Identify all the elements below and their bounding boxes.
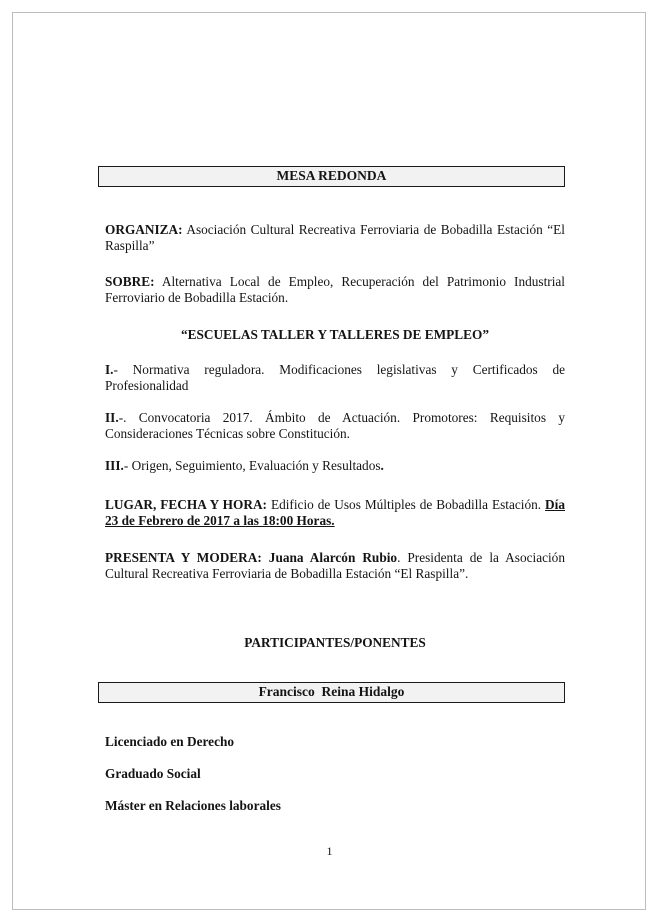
paragraph-sobre	[105, 274, 565, 306]
text-segment: I.	[105, 362, 114, 377]
boxed-heading-mesa-redonda: MESA REDONDA	[98, 166, 565, 187]
text-segment: II.	[105, 410, 119, 425]
heading-escuelas-taller: “ESCUELAS TALLER Y TALLERES DE EMPLEO”	[180, 327, 489, 342]
credential-line: Licenciado en Derecho	[105, 734, 235, 749]
credential-line: Graduado Social	[105, 766, 201, 781]
text-segment: III.	[105, 458, 124, 473]
boxed-heading-francisco-reina-hidalgo: Francisco Reina Hidalgo	[98, 682, 565, 703]
text-segment: - Origen, Seguimiento, Evaluación y Resultados	[123, 458, 381, 473]
text-segment: LUGAR, FECHA Y HORA:	[105, 497, 267, 512]
text-segment: ORGANIZA:	[105, 222, 183, 237]
heading-participantes-ponentes: PARTICIPANTES/PONENTES	[244, 635, 426, 650]
paragraph-item-iii	[105, 458, 565, 474]
paragraph-presenta-modera	[105, 550, 565, 582]
text-segment: .	[380, 458, 384, 473]
text-segment: -. Convocatoria 2017. Ámbito de Actuación. Promotores: Requisitos y Consideraciones Técnicas sobre Constitución.	[105, 410, 565, 441]
text-segment: . Presidenta de la Asociación Cultural Recreativa Ferroviaria de Bobadilla Estación “El Raspilla”.	[105, 550, 565, 581]
page-number: 1	[326, 844, 333, 858]
paragraph-item-i	[105, 362, 565, 394]
paragraph-item-ii	[105, 410, 565, 442]
text-segment: Asociación Cultural Recreativa Ferroviaria de Bobadilla Estación “El Raspilla”	[105, 222, 565, 253]
text-segment: - Normativa reguladora. Modificaciones legislativas y Certificados de Profesionalidad	[105, 362, 565, 393]
document-content	[105, 0, 565, 923]
text-segment: PRESENTA Y MODERA: Juana Alarcón Rubio	[105, 550, 398, 565]
paragraph-organiza	[105, 222, 565, 254]
text-segment: SOBRE:	[105, 274, 155, 289]
credential-line: Máster en Relaciones laborales	[105, 798, 281, 813]
text-segment: Alternativa Local de Empleo, Recuperación del Patrimonio Industrial Ferroviario de Bobadilla Estación.	[105, 274, 565, 305]
paragraph-lugar-fecha-hora	[105, 497, 565, 529]
text-segment: Día 23 de Febrero de 2017 a las 18:00 Horas.	[105, 497, 565, 528]
text-segment: Edificio de Usos Múltiples de Bobadilla Estación.	[266, 497, 546, 512]
